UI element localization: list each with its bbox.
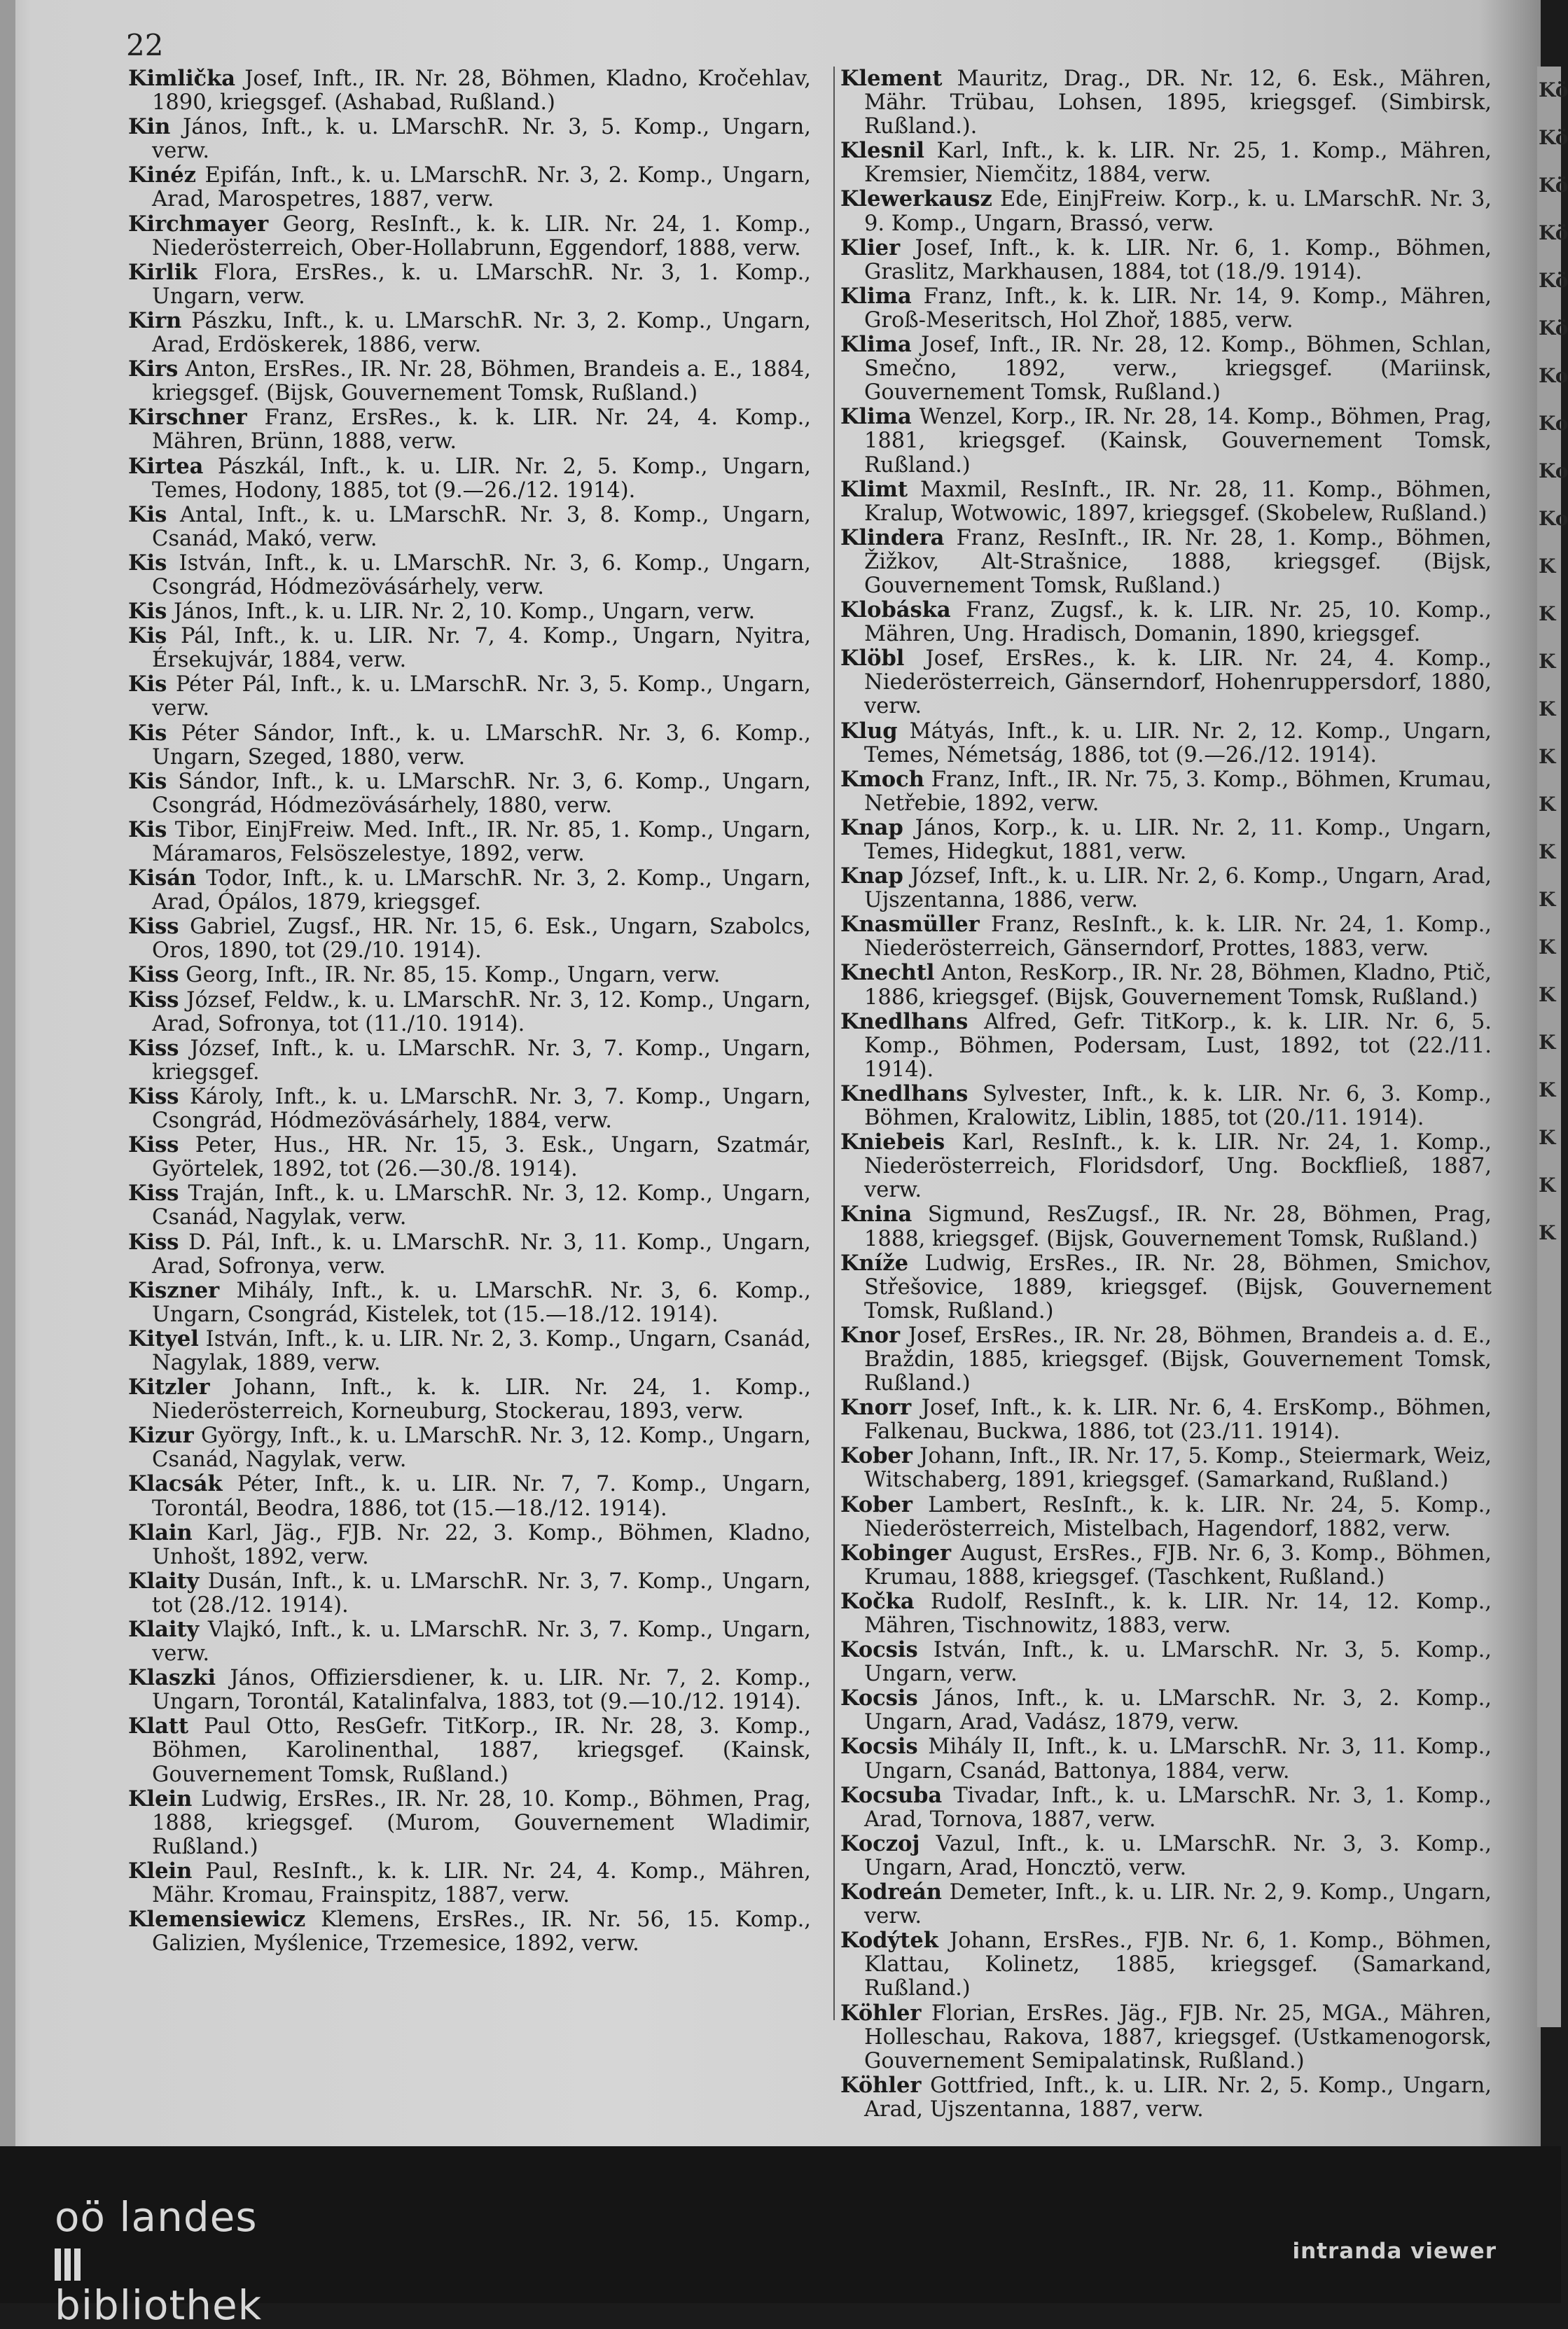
entry-details: Flora, ErsRes., k. u. LMarschR. Nr. 3, 1. Komp., Ungarn, verw. [152,260,811,309]
entry-details: Dusán, Inft., k. u. LMarschR. Nr. 3, 7. Komp., Ungarn, tot (28./12. 1914). [152,1569,812,1618]
entry-details: Gottfried, Inft., k. u. LIR. Nr. 2, 5. Komp., Ungarn, Arad, Ujszentanna, 1887, verw. [864,2073,1492,2122]
entry-surname: Kis [128,816,167,842]
entry-surname: Kis [128,768,167,794]
entry-details: Vazul, Inft., k. u. LMarschR. Nr. 3, 3. Komp., Ungarn, Arad, Honcztö, verw. [864,1831,1492,1880]
entry-details: Ede, EinjFreiw. Korp., k. u. LMarschR. Nr. 3, 9. Komp., Ungarn, Brassó, verw. [864,187,1492,236]
register-entry [128,1279,811,1327]
entry-details: Georg, ResInft., k. k. LIR. Nr. 24, 1. Komp., Niederösterreich, Ober-Hollabrunn, Eggendorf, 1888, verw. [152,211,811,260]
register-entry [128,1472,811,1520]
entry-details: D. Pál, Inft., k. u. LMarschR. Nr. 3, 11. Komp., Ungarn, Arad, Sofronya, verw. [152,1230,811,1279]
entry-surname: Kníže [840,1250,908,1276]
register-entry [840,333,1492,405]
register-entry [128,1375,811,1424]
entry-details: Károly, Inft., k. u. LMarschR. Nr. 3, 7. Komp., Ungarn, Csongrád, Hódmezövásárhely, 1884, verw. [152,1084,811,1134]
register-entry [128,1424,811,1472]
column-divider [833,67,835,2020]
register-entry [840,1686,1492,1734]
entry-surname: Kočka [840,1588,915,1614]
entry-surname: Klima [840,332,912,358]
page-edge-shadow [0,0,15,2146]
entry-details: Sylvester, Inft., k. k. LIR. Nr. 6, 3. Komp., Böhmen, Kralowitz, Liblin, 1885, tot (20./11. 1914). [864,1081,1492,1131]
entry-details: Pászkál, Inft., k. u. LIR. Nr. 2, 5. Komp., Ungarn, Temes, Hodony, 1885, tot (9.—26./12. 1914). [152,454,811,503]
entry-details: Peter, Hus., HR. Nr. 15, 3. Esk., Ungarn, Szatmár, Györtelek, 1892, tot (26.—30./8. 1914). [152,1133,811,1182]
register-entry [840,1396,1492,1444]
register-entry [840,1493,1492,1541]
entry-surname: Kis [128,623,167,649]
register-entry [128,212,811,260]
page-number: 22 [126,28,164,62]
entry-details: György, Inft., k. u. LMarschR. Nr. 3, 12. Komp., Ungarn, Csanád, Nagylak, verw. [152,1424,811,1473]
register-entry [840,284,1492,333]
entry-details: Mihály, Inft., k. u. LMarschR. Nr. 3, 6. Komp., Ungarn, Csongrád, Kistelek, tot (15.—18./12. 1914). [152,1278,811,1327]
library-logo[interactable] [55,2193,279,2329]
register-entry [840,526,1492,598]
register-entry [840,1010,1492,1082]
entry-details: Maxmil, ResInft., IR. Nr. 28, 11. Komp., Böhmen, Kralup, Wotwowic, 1897, kriegsgef. (Skobelew, Rußland.) [864,477,1492,526]
entry-details: Karl, Jäg., FJB. Nr. 22, 3. Komp., Böhmen, Kladno, Unhošt, 1892, verw. [152,1520,811,1569]
entry-details: József, Inft., k. u. LIR. Nr. 2, 6. Komp., Ungarn, Arad, Ujszentanna, 1886, verw. [864,864,1492,913]
entry-surname: Klain [128,1520,193,1545]
register-entry [128,1618,811,1666]
entry-surname: Kocsis [840,1685,918,1711]
entry-surname: Klein [128,1786,193,1812]
next-page-fragment: K [1539,936,1556,959]
entry-details: Lambert, ResInft., k. k. LIR. Nr. 24, 5. Komp., Niederösterreich, Mistelbach, Hagendorf, 1882, verw. [864,1492,1492,1541]
register-entry [128,1181,811,1230]
logo-line-2-text: bibliothek [55,2281,263,2329]
register-entry [840,139,1492,187]
entry-details: Mihály II, Inft., k. u. LMarschR. Nr. 3, 11. Komp., Ungarn, Csanád, Battonya, 1884, verw. [864,1734,1492,1784]
entry-details: Traján, Inft., k. u. LMarschR. Nr. 3, 12. Komp., Ungarn, Csanád, Nagylak, verw. [152,1181,811,1230]
register-entry [128,1230,811,1279]
entry-details: Todor, Inft., k. u. LMarschR. Nr. 3, 2. Komp., Ungarn, Arad, Ópálos, 1879, kriegsgef. [152,866,811,915]
entry-details: Sándor, Inft., k. u. LMarschR. Nr. 3, 6. Komp., Ungarn, Csongrád, Hódmezövásárhely, 1880, verw. [152,769,811,818]
register-entry [128,963,811,987]
entry-details: August, ErsRes., FJB. Nr. 6, 3. Komp., Böhmen, Krumau, 1888, kriegsgef. (Taschkent, Rußland.) [864,1541,1492,1590]
entry-surname: Klobáska [840,597,951,623]
entry-details: Josef, Inft., IR. Nr. 28, Böhmen, Kladno, Kročehlav, 1890, kriegsgef. (Ashabad, Rußland.) [152,67,811,116]
register-entry [128,309,811,357]
entry-surname: Kirschner [128,405,247,431]
next-page-fragment: Kö [1539,126,1568,149]
next-page-fragment: K [1539,983,1556,1006]
entry-surname: Kis [128,720,167,746]
register-entry [128,1036,811,1085]
register-entry [840,646,1492,718]
entry-surname: Kiss [128,1229,179,1255]
register-entry [128,1133,811,1181]
entry-surname: Knasmüller [840,912,980,938]
entry-details: József, Inft., k. u. LMarschR. Nr. 3, 7. Komp., Ungarn, kriegsgef. [152,1036,811,1085]
entry-details: Vlajkó, Inft., k. u. LMarschR. Nr. 3, 7. Komp., Ungarn, verw. [152,1618,811,1667]
entry-surname: Klima [840,283,912,309]
entry-surname: Knap [840,814,903,840]
register-entry [128,1907,811,1956]
logo-line-1: oö landes [55,2193,258,2241]
entry-surname: Kiszner [128,1277,220,1303]
next-page-fragment: K [1539,1221,1556,1244]
register-entry [128,454,811,503]
register-entry [840,2073,1492,2122]
register-entry [128,721,811,770]
entry-surname: Klein [128,1858,193,1884]
entry-surname: Kinéz [128,162,196,188]
entry-surname: Kiss [128,987,179,1013]
entry-surname: Koczoj [840,1830,920,1856]
entry-surname: Kis [128,672,167,697]
next-page-fragment: K [1539,1126,1556,1149]
entry-surname: Kizur [128,1423,194,1449]
entry-details: Josef, ErsRes., IR. Nr. 28, Böhmen, Brandeis a. d. E., Braždin, 1885, kriegsgef. (Bijsk, Gouvernement Tomsk, Rußland.) [864,1323,1492,1396]
next-page-fragment: K [1539,1078,1556,1101]
entry-details: Josef, ErsRes., k. k. LIR. Nr. 24, 4. Komp., Niederösterreich, Gänserndorf, Hohenruppersdorf, 1880, verw. [864,646,1492,719]
entry-details: Gabriel, Zugsf., HR. Nr. 15, 6. Esk., Ungarn, Szabolcs, Oros, 1890, tot (29./10. 1914). [152,915,811,964]
register-entry [128,357,811,405]
register-entry [840,1444,1492,1492]
register-entry [128,988,811,1036]
entry-surname: Kirs [128,356,179,382]
entry-details: Rudolf, ResInft., k. k. LIR. Nr. 14, 12. Komp., Mähren, Tischnowitz, 1883, verw. [864,1589,1492,1638]
logo-line-2 [55,2237,279,2327]
entry-surname: Kmoch [840,766,924,792]
entry-surname: Klaity [128,1617,200,1642]
entry-surname: Kniebeis [840,1129,945,1155]
entry-surname: Köhler [840,2000,922,2026]
entry-surname: Klaszki [128,1665,216,1691]
register-entry [840,1323,1492,1396]
next-page-fragment: K [1539,650,1556,673]
entry-surname: Kober [840,1443,913,1469]
entry-surname: Knap [840,863,903,889]
entry-surname: Kiss [128,1181,179,1207]
register-entry [128,67,811,115]
entry-surname: Kin [128,114,171,140]
entry-surname: Kis [128,501,167,527]
entry-details: Karl, Inft., k. k. LIR. Nr. 25, 1. Komp., Mähren, Kremsier, Niemčitz, 1884, verw. [864,139,1492,188]
entry-surname: Kisán [128,865,197,891]
entry-details: Mátyás, Inft., k. u. LIR. Nr. 2, 12. Komp., Ungarn, Temes, Németság, 1886, tot (9.—26./12. 1914). [864,718,1492,767]
entry-details: Anton, ResKorp., IR. Nr. 28, Böhmen, Kladno, Ptič, 1886, kriegsgef. (Bijsk, Gouvernement Tomsk, Rußland.) [864,961,1492,1010]
register-entry [840,1928,1492,2001]
entry-surname: Klimt [840,476,908,502]
entry-surname: Klöbl [840,646,905,672]
entry-details: János, Inft., k. u. LMarschR. Nr. 3, 5. Komp., Ungarn, verw. [152,115,811,164]
next-page-fragment: Kö [1539,78,1568,102]
next-page-fragment: Ko [1539,364,1568,387]
register-entry [840,1880,1492,1928]
entry-surname: Kocsis [840,1637,918,1663]
entry-surname: Kiss [128,1035,179,1061]
next-page-edge [1537,67,1568,2027]
entry-details: Josef, Inft., k. k. LIR. Nr. 6, 1. Komp., Böhmen, Graslitz, Markhausen, 1884, tot (18./9. 1914). [864,235,1492,284]
register-entry [840,1590,1492,1638]
entry-details: Johann, Inft., IR. Nr. 17, 5. Komp., Steiermark, Weiz, Witschaberg, 1891, kriegsgef. (Samarkand, Rußland.) [864,1444,1492,1493]
register-entry [840,1251,1492,1323]
entry-details: Anton, ErsRes., IR. Nr. 28, Böhmen, Brandeis a. E., 1884, kriegsgef. (Bijsk, Gouvernement Tomsk, Rußland.) [152,357,812,406]
entry-details: Paul, ResInft., k. k. LIR. Nr. 24, 4. Komp., Mähren, Mähr. Kromau, Frainspitz, 1887, verw. [152,1858,811,1908]
entry-details: Péter Sándor, Inft., k. u. LMarschR. Nr. 3, 6. Komp., Ungarn, Szeged, 1880, verw. [152,721,811,770]
entry-surname: Klier [840,235,901,260]
next-page-fragment: Ko [1539,412,1568,435]
register-entry [128,1569,811,1618]
left-column [128,67,811,1956]
register-entry [840,1541,1492,1590]
register-entry [840,1784,1492,1832]
entry-surname: Kiss [128,914,179,940]
register-entry [128,866,811,915]
entry-details: Franz, Inft., IR. Nr. 75, 3. Komp., Böhmen, Krumau, Netřebie, 1892, verw. [864,767,1492,816]
entry-details: István, Inft., k. u. LMarschR. Nr. 3, 5. Komp., Ungarn, verw. [864,1638,1492,1687]
entry-surname: Kirchmayer [128,211,269,237]
entry-details: István, Inft., k. u. LMarschR. Nr. 3, 6. Komp., Ungarn, Csongrád, Hódmezövásárhely, verw. [152,550,811,599]
entry-details: Franz, ResInft., IR. Nr. 28, 1. Komp., Böhmen, Žižkov, Alt-Strašnice, 1888, kriegsgef. (Bijsk, Gouvernement Tomsk, Rußland.) [864,525,1492,598]
register-entry [840,67,1492,139]
register-entry [840,1832,1492,1880]
entry-details: Ludwig, ErsRes., IR. Nr. 28, Böhmen, Smichov, Střešovice, 1889, kriegsgef. (Bijsk, Gouvernement Tomsk, Rußland.) [864,1251,1492,1323]
entry-surname: Knor [840,1322,901,1348]
next-page-fragment: K [1539,888,1556,911]
next-page-fragment: Kö [1539,174,1568,197]
entry-details: Antal, Inft., k. u. LMarschR. Nr. 3, 8. Komp., Ungarn, Csanád, Makó, verw. [152,502,811,551]
entry-details: József, Feldw., k. u. LMarschR. Nr. 3, 12. Komp., Ungarn, Arad, Sofronya, tot (11./10. 1914). [152,987,811,1036]
next-page-fragment: Kö [1539,269,1568,292]
register-entry [840,816,1492,864]
register-entry [840,2001,1492,2073]
register-entry [128,672,811,721]
entry-details: Karl, ResInft., k. k. LIR. Nr. 24, 1. Komp., Niederösterreich, Floridsdorf, Ung. Bockfließ, 1887, verw. [864,1130,1492,1203]
entry-details: Georg, Inft., IR. Nr. 85, 15. Komp., Ungarn, verw. [186,963,721,988]
next-page-fragment: K [1539,555,1556,578]
next-page-fragment: Kö [1539,317,1568,340]
register-entry [840,1130,1492,1202]
entry-details: Pászku, Inft., k. u. LMarschR. Nr. 3, 2. Komp., Ungarn, Arad, Erdöskerek, 1886, verw. [152,308,811,358]
entry-details: István, Inft., k. u. LIR. Nr. 2, 3. Komp., Ungarn, Csanád, Nagylak, 1889, verw. [152,1326,812,1375]
entry-details: Klemens, ErsRes., IR. Nr. 56, 15. Komp., Galizien, Myślenice, Trzemesice, 1892, verw. [152,1907,811,1956]
entry-details: János, Offiziersdiener, k. u. LIR. Nr. 7, 2. Komp., Ungarn, Torontál, Katalinfalva, 1883, tot (9.—10./12. 1914). [152,1666,811,1715]
entry-surname: Kis [128,550,167,576]
register-entry [840,1202,1492,1251]
entry-surname: Knedlhans [840,1008,969,1034]
entry-surname: Kiss [128,962,179,988]
next-page-fragment: K [1539,1174,1556,1197]
entry-surname: Kirn [128,307,182,333]
entry-surname: Kis [128,599,167,625]
right-column [840,67,1492,2122]
entry-surname: Kirlik [128,259,197,285]
register-entry [128,405,811,454]
logo-bars-icon [55,2240,84,2283]
register-entry [840,1638,1492,1686]
register-entry [128,1085,811,1133]
entry-details: Florian, ErsRes. Jäg., FJB. Nr. 25, MGA., Mähren, Holleschau, Rakova, 1887, kriegsgef. (Ustkamenogorsk, Gouvernement Semipalatinsk, Rußland.) [864,2001,1492,2073]
register-entry [128,503,811,551]
entry-surname: Kocsis [840,1734,918,1760]
entry-surname: Köhler [840,2072,922,2098]
entry-surname: Kocsuba [840,1782,943,1808]
register-entry [128,818,811,866]
entry-surname: Klaity [128,1568,200,1594]
entry-surname: Klewerkausz [840,186,992,212]
entry-surname: Kimlička [128,66,236,91]
entry-surname: Kiss [128,1083,179,1109]
entry-details: Péter, Inft., k. u. LIR. Nr. 7, 7. Komp., Ungarn, Torontál, Beodra, 1886, tot (15.—18./12. 1914). [152,1472,811,1521]
register-entry [840,719,1492,767]
register-entry [840,961,1492,1009]
entry-surname: Knina [840,1202,913,1228]
entry-details: Johann, Inft., k. k. LIR. Nr. 24, 1. Komp., Niederösterreich, Korneuburg, Stockerau, 1893, verw. [152,1375,811,1424]
entry-details: Demeter, Inft., k. u. LIR. Nr. 2, 9. Komp., Ungarn, verw. [864,1880,1492,1929]
entry-surname: Kodýtek [840,1928,938,1954]
entry-details: Franz, ResInft., k. k. LIR. Nr. 24, 1. Komp., Niederösterreich, Gänserndorf, Prottes, 1883, verw. [864,912,1492,961]
viewer-footer [0,2146,1561,2329]
register-entry [128,1787,811,1859]
next-page-fragment: K [1539,793,1556,816]
entry-details: Franz, Zugsf., k. k. LIR. Nr. 25, 10. Komp., Mähren, Ung. Hradisch, Domanin, 1890, kriegsgef. [864,598,1492,647]
entry-surname: Knorr [840,1395,912,1421]
register-entry [128,1714,811,1786]
register-entry [128,599,811,624]
viewer-brand-link[interactable]: intranda viewer [1292,2239,1497,2264]
entry-details: János, Inft., k. u. LIR. Nr. 2, 10. Komp., Ungarn, verw. [173,599,756,625]
register-entry [128,1327,811,1375]
register-entry [128,915,811,963]
entry-details: Wenzel, Korp., IR. Nr. 28, 14. Komp., Böhmen, Prag, 1881, kriegsgef. (Kainsk, Gouvernement Tomsk, Rußland.) [864,405,1492,478]
register-entry [128,551,811,599]
entry-details: János, Korp., k. u. LIR. Nr. 2, 11. Komp., Ungarn, Temes, Hidegkut, 1881, verw. [864,815,1492,864]
next-page-fragment: K [1539,1031,1556,1054]
register-entry [840,187,1492,235]
entry-surname: Kodreán [840,1879,942,1905]
register-entry [840,912,1492,961]
register-entry [840,236,1492,284]
next-page-fragment: K [1539,840,1556,863]
entry-details: Epifán, Inft., k. u. LMarschR. Nr. 3, 2. Komp., Ungarn, Arad, Marospetres, 1887, verw. [152,163,811,212]
register-entry [840,767,1492,816]
entry-details: Franz, Inft., k. k. LIR. Nr. 14, 9. Komp., Mähren, Groß-Meseritsch, Hol Zhoř, 1885, verw. [864,284,1492,333]
entry-surname: Kityel [128,1326,199,1351]
entry-details: Franz, ErsRes., k. k. LIR. Nr. 24, 4. Komp., Mähren, Brünn, 1888, verw. [152,405,811,454]
next-page-fragment: K [1539,697,1556,721]
register-entry [128,770,811,818]
entry-details: Ludwig, ErsRes., IR. Nr. 28, 10. Komp., Böhmen, Prag, 1888, kriegsgef. (Murom, Gouvernement Wladimir, Rußland.) [152,1786,812,1859]
entry-details: Josef, Inft., IR. Nr. 28, 12. Komp., Böhmen, Schlan, Smečno, 1892, verw., kriegsgef. (Mariinsk, Gouvernement Tomsk, Rußland.) [864,333,1492,405]
register-entry [840,598,1492,646]
entry-surname: Klindera [840,524,945,550]
register-entry [840,864,1492,912]
entry-surname: Knechtl [840,960,935,986]
register-entry [840,478,1492,526]
entry-details: Péter Pál, Inft., k. u. LMarschR. Nr. 3, 5. Komp., Ungarn, verw. [152,672,811,721]
entry-surname: Klement [840,66,943,91]
register-entry [128,115,811,163]
entry-surname: Kitzler [128,1375,210,1400]
register-entry [840,1082,1492,1130]
register-entry [128,260,811,309]
next-page-fragment: K [1539,745,1556,768]
entry-details: Paul Otto, ResGefr. TitKorp., IR. Nr. 28, 3. Komp., Böhmen, Karolinenthal, 1887, kriegsgef. (Kainsk, Gouvernement Tomsk, Rußland.) [152,1714,811,1787]
entry-surname: Kobinger [840,1540,952,1566]
entry-details: Alfred, Gefr. TitKorp., k. k. LIR. Nr. 6, 5. Komp., Böhmen, Podersam, Lust, 1892, tot (22./11. 1914). [864,1009,1492,1082]
entry-surname: Klima [840,404,912,430]
entry-details: Mauritz, Drag., DR. Nr. 12, 6. Esk., Mähren, Mähr. Trübau, Lohsen, 1895, kriegsgef. (Simbirsk, Rußland.). [864,67,1492,139]
next-page-fragment: Ko [1539,507,1568,530]
entry-details: Tibor, EinjFreiw. Med. Inft., IR. Nr. 85, 1. Komp., Ungarn, Máramaros, Felsöszelestye, 1892, verw. [152,817,811,866]
register-entry [840,1734,1492,1783]
register-entry [128,624,811,672]
entry-details: János, Inft., k. u. LMarschR. Nr. 3, 2. Komp., Ungarn, Arad, Vadász, 1879, verw. [864,1686,1492,1735]
entry-surname: Klatt [128,1713,189,1739]
next-page-fragment: K [1539,602,1556,625]
entry-details: Pál, Inft., k. u. LIR. Nr. 7, 4. Komp., Ungarn, Nyitra, Érsekujvár, 1884, verw. [152,624,811,673]
entry-details: Sigmund, ResZugsf., IR. Nr. 28, Böhmen, Prag, 1888, kriegsgef. (Bijsk, Gouvernement Tomsk, Rußland.) [864,1202,1492,1251]
entry-surname: Kober [840,1492,913,1517]
entry-details: Josef, Inft., k. k. LIR. Nr. 6, 4. ErsKomp., Böhmen, Falkenau, Buckwa, 1886, tot (23./11. 1914). [864,1396,1492,1445]
next-page-fragment: Ko [1539,459,1568,482]
entry-surname: Kirtea [128,453,204,479]
entry-surname: Klacsák [128,1471,223,1497]
entry-surname: Kiss [128,1132,179,1158]
entry-surname: Klemensiewicz [128,1907,306,1933]
register-entry [128,1666,811,1714]
entry-details: Johann, ErsRes., FJB. Nr. 6, 1. Komp., Böhmen, Klattau, Kolinetz, 1885, kriegsgef. (Samarkand, Rußland.) [864,1928,1492,2001]
entry-surname: Knedlhans [840,1080,969,1106]
next-page-fragment: Kö [1539,221,1568,244]
entry-details: Tivadar, Inft., k. u. LMarschR. Nr. 3, 1. Komp., Arad, Tornova, 1887, verw. [864,1783,1492,1832]
entry-surname: Klesnil [840,138,925,164]
entry-surname: Klug [840,718,898,744]
register-entry [128,1859,811,1907]
register-entry [840,405,1492,477]
register-entry [128,1521,811,1569]
register-entry [128,163,811,211]
